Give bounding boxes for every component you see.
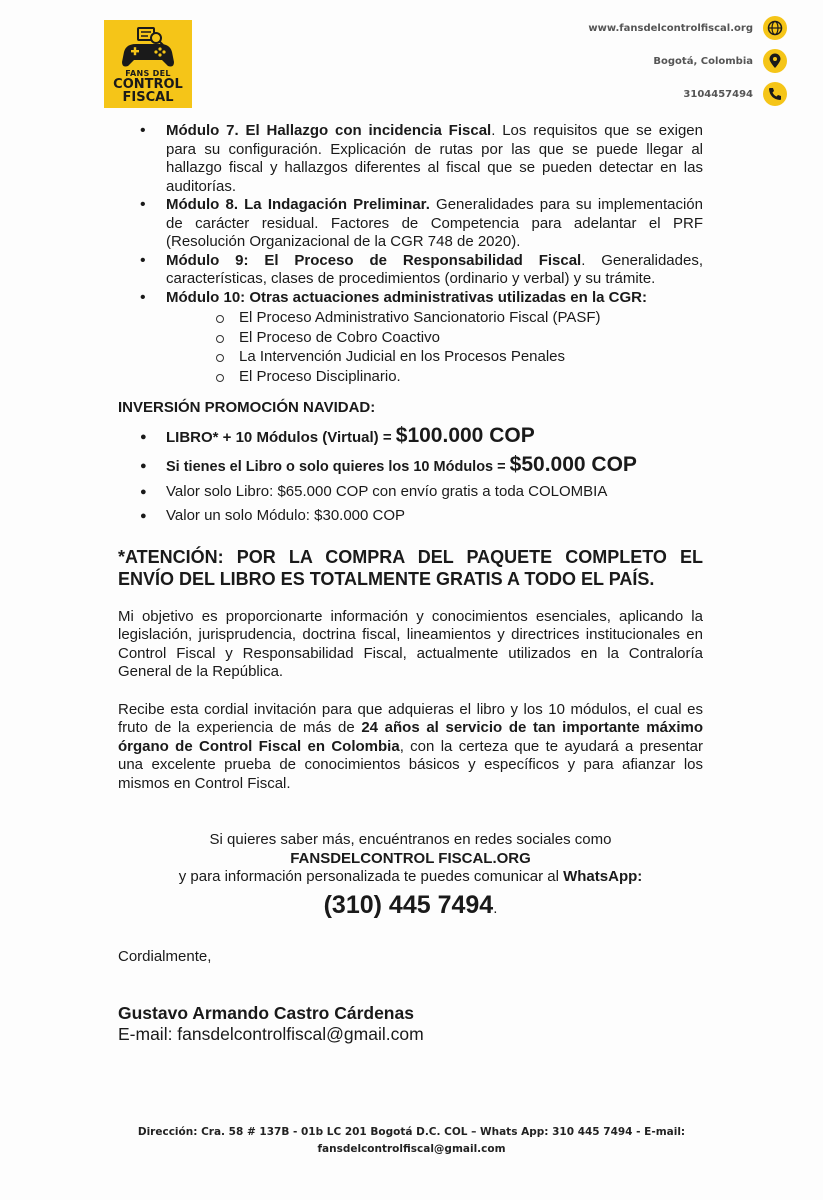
investment-item-2-label: Si tienes el Libro o solo quieres los 10 Módulos =	[166, 458, 510, 475]
investment-item-1-price: $100.000 COP	[395, 423, 535, 447]
header-location	[653, 49, 787, 73]
module-7-text: . Los requisitos que se exigen para su configuración. Explicación de rutas por las que se puede llegar al hallazgo fiscal y hallazgos diferentes al fiscal que se pueden detectar en las auditorías.	[166, 122, 703, 195]
location-text: Bogotá, Colombia	[653, 55, 753, 67]
gamepad-logo-icon	[118, 26, 178, 70]
module-9-item	[118, 252, 703, 289]
module-10-sublist	[166, 308, 703, 386]
module-8-title: Módulo 8. La Indagación Preliminar.	[166, 196, 430, 213]
social-block	[118, 831, 703, 925]
investment-item-2-price: $50.000 COP	[509, 452, 637, 476]
logo-text-line2: CONTROL	[113, 77, 183, 92]
paragraph-invitation	[118, 701, 703, 794]
paragraph-objective: Mi objetivo es proporcionarte información y conocimientos esenciales, aplicando la legislación, jurisprudencia, doctrina fiscal, lineamientos y directrices institucionales en Control Fiscal y Responsabilidad Fiscal, actualmente utilizados en la Contraloría General de la República.	[118, 607, 703, 680]
globe-icon	[763, 16, 787, 40]
social-handle[interactable]: FANSDELCONTROL FISCAL.ORG	[290, 849, 531, 867]
logo-text-line3: FISCAL	[122, 90, 174, 105]
investment-item-1-label: LIBRO* + 10 Módulos (Virtual) =	[166, 428, 396, 446]
module-10-item	[118, 289, 703, 387]
whatsapp-label: WhatsApp:	[563, 868, 643, 885]
website-text[interactable]: www.fansdelcontrolfiscal.org	[588, 22, 753, 34]
header-website[interactable]	[588, 16, 787, 40]
module-8-item	[118, 196, 703, 252]
list-item: La Intervención Judicial en los Procesos Penales	[214, 347, 703, 367]
investment-item-1	[118, 422, 703, 450]
list-item: El Proceso Disciplinario.	[214, 367, 703, 387]
document-body	[118, 122, 703, 1045]
invitation-text-1: Recibe esta cordial invitación para que adquieras el libro y los 10 módulos, el cual es fruto de la experiencia de más de	[118, 700, 703, 736]
investment-title: INVERSIÓN PROMOCIÓN NAVIDAD:	[118, 399, 376, 416]
closing-text: Cordialmente,	[118, 947, 212, 965]
invitation-text-2: , con la certeza que te ayudará a presentar una excelente prueba de conocimientos básicos y específicos y para afianzar los mismos en Control Fiscal.	[118, 737, 704, 792]
signature-name: Gustavo Armando Castro Cárdenas	[118, 1003, 414, 1023]
footer-line-2[interactable]: fansdelcontrolfiscal@gmail.com	[317, 1143, 506, 1155]
whatsapp-phone[interactable]: (310) 445 7494.	[323, 890, 498, 919]
list-item: El Proceso de Cobro Coactivo	[214, 328, 703, 348]
module-10-title: Módulo 10: Otras actuaciones administrativas utilizadas en la CGR:	[166, 288, 647, 306]
investment-item-2	[118, 450, 703, 480]
location-pin-icon	[763, 49, 787, 73]
phone-icon	[763, 82, 787, 106]
social-line-3: y para información personalizada te puedes comunicar al WhatsApp:	[178, 868, 643, 885]
module-7-item	[118, 122, 703, 196]
invitation-bold: 24 años al servicio de tan importante máximo órgano de Control Fiscal en Colombia	[118, 719, 703, 755]
attention-notice: *ATENCIÓN: POR LA COMPRA DEL PAQUETE COMPLETO EL ENVÍO DEL LIBRO ES TOTALMENTE GRATIS A TODO EL PAÍS.	[118, 546, 703, 589]
list-item: El Proceso Administrativo Sancionatorio Fiscal (PASF)	[214, 308, 703, 328]
module-8-text: Generalidades para su implementación de carácter residual. Factores de Competencia para adelantar el PRF (Resolución Organizacional de la CGR 748 de 2020).	[166, 196, 703, 250]
module-9-text: . Generalidades, características, clases de procedimientos (ordinario y verbal) y su trámite.	[166, 251, 703, 287]
investment-item-4: ● Valor un solo Módulo: $30.000 COP	[118, 504, 703, 528]
investment-list	[118, 422, 703, 528]
logo	[104, 20, 192, 108]
footer-line-1: Dirección: Cra. 58 # 137B - 01b LC 201 Bogotá D.C. COL – Whats App: 310 445 7494 - E-mail:	[137, 1126, 686, 1138]
investment-item-3: ● Valor solo Libro: $65.000 COP con envío gratis a toda COLOMBIA	[118, 480, 703, 504]
phone-text[interactable]: 3104457494	[683, 88, 753, 100]
signature-email[interactable]: E-mail: fansdelcontrolfiscal@gmail.com	[118, 1024, 424, 1044]
module-7-title: Módulo 7. El Hallazgo con incidencia Fiscal	[166, 122, 492, 139]
module-9-title: Módulo 9: El Proceso de Responsabilidad Fiscal	[166, 251, 582, 269]
modules-list	[118, 122, 703, 386]
page-footer	[110, 1124, 713, 1158]
header-phone[interactable]	[683, 82, 787, 106]
social-line-1: Si quieres saber más, encuéntranos en redes sociales como	[209, 831, 612, 848]
logo-text-line1: FANS DEL	[125, 69, 171, 78]
